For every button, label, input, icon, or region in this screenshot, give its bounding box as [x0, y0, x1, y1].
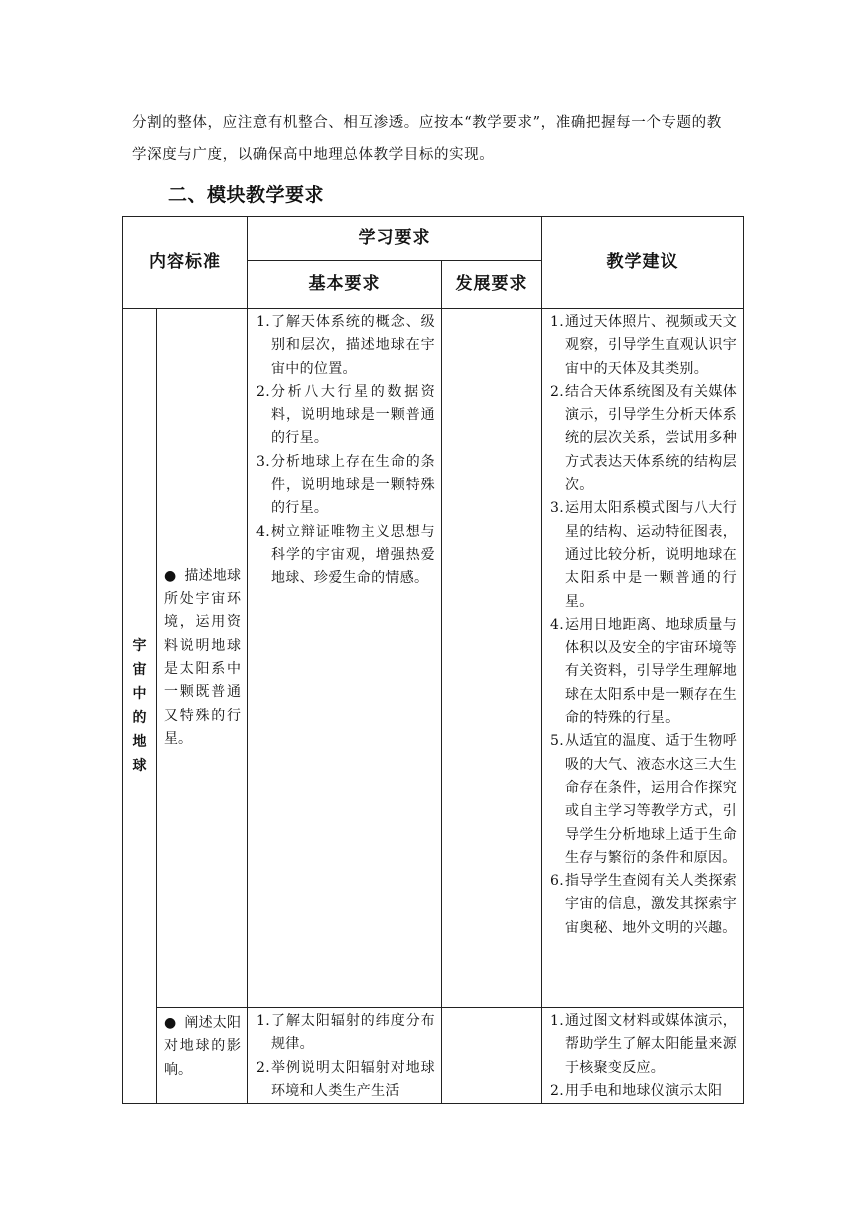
- header-basic-requirements: 基本要求: [248, 261, 442, 309]
- topic-char: 中: [132, 686, 147, 703]
- list-item: 6. 指导学生查阅有关人类探索宇宙的信息，激发其探索宇宙奥秘、地外文明的兴趣。: [550, 873, 737, 936]
- teaching-requirements-table: [122, 216, 744, 1104]
- section-heading: 二、模块教学要求: [168, 184, 325, 206]
- header-content-standard: 内容标准: [123, 217, 248, 309]
- table-row: [123, 1008, 744, 1104]
- content-standard-text: 阐述太阳对地球的影响。: [164, 1015, 242, 1078]
- topic-char: 宇: [132, 638, 147, 655]
- content-standard-text: 描述地球所处宇宙环境，运用资料说明地球是太阳系中一颗既普通又特殊的行星。: [164, 567, 242, 747]
- list-item: 1. 通过图文材料或媒体演示，帮助学生了解太阳能量来源于核聚变反应。: [550, 1013, 737, 1076]
- basic-requirements-cell: [248, 309, 442, 1008]
- list-item: 1. 通过天体照片、视频或天文观察，引导学生直观认识宇宙中的天体及其类别。: [550, 314, 737, 377]
- list-item: 2. 用手电和地球仪演示太阳: [550, 1082, 723, 1099]
- list-item: 2. 举例说明太阳辐射对地球环境和人类生产生活: [256, 1059, 435, 1099]
- content-standard-cell: [157, 309, 248, 1008]
- list-item: 1. 了解天体系统的概念、级别和层次，描述地球在宇宙中的位置。: [256, 314, 435, 377]
- list-item: 3. 运用太阳系模式图与八大行星的结构、运动特征图表，通过比较分析，说明地球在太阳系中是一颗普通的行星。: [550, 500, 737, 610]
- teaching-suggestions-cell: [542, 1008, 744, 1104]
- list-item: 4. 树立辩证唯物主义思想与科学的宇宙观，增强热爱地球、珍爱生命的情感。: [256, 523, 435, 587]
- topic-cell: [123, 309, 157, 1104]
- list-item: 1. 了解太阳辐射的纬度分布规律。: [256, 1013, 435, 1053]
- header-teaching-suggestions: 教学建议: [542, 217, 744, 309]
- table-row: [123, 309, 744, 1008]
- basic-requirements-cell: [248, 1008, 442, 1104]
- bullet-icon: ●: [164, 1015, 177, 1031]
- list-item: 5. 从适宜的温度、适于生物呼吸的大气、液态水这三大生命存在条件，运用合作探究或自主学习等教学方式，引导学生分析地球上适于生命生存与繁衍的条件和原因。: [550, 733, 737, 866]
- list-item: 4. 运用日地距离、地球质量与体积以及安全的宇宙环境等有关资料，引导学生理解地球在太阳系中是一颗存在生命的特殊的行星。: [550, 616, 737, 727]
- header-learning-requirements: 学习要求: [248, 217, 542, 261]
- topic-char: 的: [132, 710, 147, 727]
- intro-paragraph-line-1: 分割的整体，应注意有机整合、相互渗透。应按本“教学要求”，准确把握每一个专题的教: [132, 115, 722, 131]
- list-item: 2. 结合天体系统图及有关媒体演示，引导学生分析天体系统的层次关系，尝试用多种方式表达天体系统的结构层次。: [550, 383, 737, 494]
- development-requirements-cell: [442, 309, 542, 1008]
- topic-char: 球: [132, 758, 147, 775]
- list-item: 2. 分析八大行星的数据资料，说明地球是一颗普通的行星。: [256, 383, 435, 447]
- table-header-row-1: [123, 217, 744, 261]
- bullet-icon: ●: [164, 567, 177, 584]
- intro-paragraph-line-2: 学深度与广度，以确保高中地理总体教学目标的实现。: [132, 147, 495, 163]
- teaching-suggestions-cell: [542, 309, 744, 1008]
- topic-char: 地: [132, 734, 147, 751]
- header-development-requirements: 发展要求: [442, 261, 542, 309]
- topic-char: 宙: [132, 662, 147, 679]
- content-standard-cell: [157, 1008, 248, 1104]
- development-requirements-cell: [442, 1008, 542, 1104]
- list-item: 3. 分析地球上存在生命的条件，说明地球是一颗特殊的行星。: [256, 453, 435, 517]
